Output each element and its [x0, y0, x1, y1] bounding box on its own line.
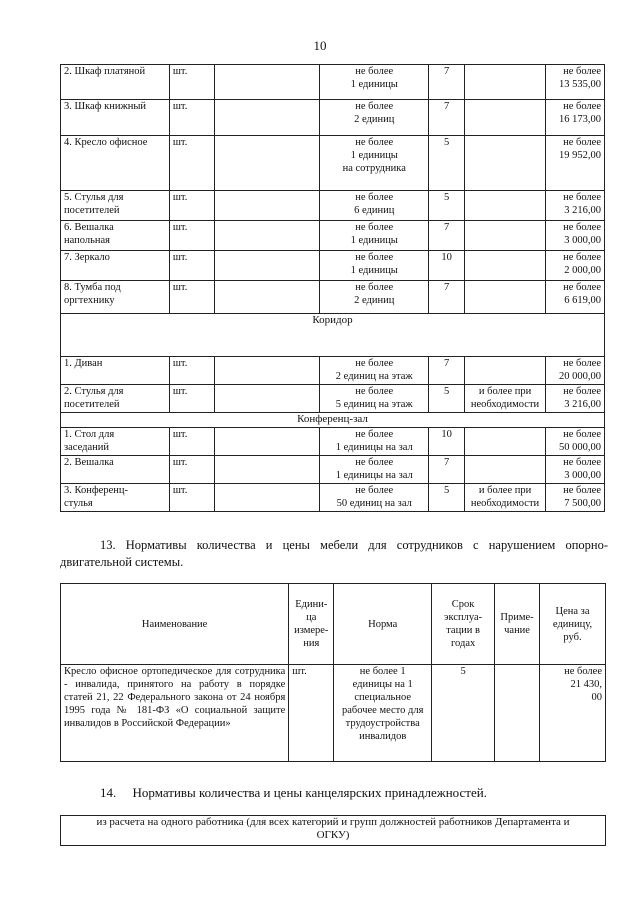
cell-empty [214, 428, 320, 456]
cell-empty [214, 484, 320, 512]
cell-years: 5 [429, 191, 465, 221]
header-years: Срок эксплуа- тации в годах [432, 584, 495, 665]
heading-13: 13. Нормативы количества и цены мебели для сотрудников с нарушением опорно-двигательной системы. [60, 538, 608, 569]
section-conference-hall: Конференц-зал [61, 413, 605, 428]
header-norm: Норма [334, 584, 432, 665]
cell-years: 5 [429, 136, 465, 191]
cell-price: не более 13 535,00 [546, 65, 605, 100]
table-row [61, 428, 605, 456]
header-note: Приме- чание [495, 584, 540, 665]
cell-unit: шт. [169, 251, 214, 281]
cell-name: 6. Вешалка напольная [61, 221, 170, 251]
cell-empty [214, 281, 320, 314]
page-number: 10 [313, 38, 327, 53]
cell-years: 7 [429, 357, 465, 385]
cell-name: 1. Стол для заседаний [61, 428, 170, 456]
cell-note: и более при необходимости [465, 484, 546, 512]
cell-note [465, 136, 546, 191]
cell-note [465, 191, 546, 221]
row-note [495, 665, 540, 762]
cell-unit: шт. [169, 357, 214, 385]
cell-empty [214, 456, 320, 484]
cell-empty [214, 65, 320, 100]
cell-price: не более 3 000,00 [546, 456, 605, 484]
cell-years: 10 [429, 251, 465, 281]
cell-note [465, 357, 546, 385]
cell-years: 7 [429, 100, 465, 136]
header-unit: Едини- ца измере- ния [289, 584, 334, 665]
cell-norm: не более 2 единиц [320, 100, 429, 136]
table-row [61, 251, 605, 281]
row-name: Кресло офисное ортопедическое для сотрудника - инвалида, принятого на работу в порядке статей 21, 22 Федерального закона от 24 ноября 1995 года № 181-ФЗ «О социальной защите инвалидов в Российской Федерации» [61, 665, 289, 762]
cell-note: и более при необходимости [465, 385, 546, 413]
table-row [61, 281, 605, 314]
cell-note [465, 456, 546, 484]
table-row [61, 484, 605, 512]
table-row [61, 100, 605, 136]
cell-price: не более 19 952,00 [546, 136, 605, 191]
cell-name: 8. Тумба под оргтехнику [61, 281, 170, 314]
cell-name: 5. Стулья для посетителей [61, 191, 170, 221]
header-price: Цена за единицу, руб. [540, 584, 606, 665]
cell-empty [214, 191, 320, 221]
cell-norm: не более 2 единиц на этаж [320, 357, 429, 385]
cell-empty [214, 221, 320, 251]
cell-years: 7 [429, 221, 465, 251]
cell-note [465, 221, 546, 251]
cell-note [465, 65, 546, 100]
cell-empty [214, 251, 320, 281]
cell-name: 3. Шкаф книжный [61, 100, 170, 136]
stationery-basis: из расчета на одного работника (для всех категорий и групп должностей работников Департамента и ОГКУ) [61, 816, 606, 846]
cell-unit: шт. [169, 221, 214, 251]
cell-price: не более 16 173,00 [546, 100, 605, 136]
table-row [61, 136, 605, 191]
cell-price: не более 3 000,00 [546, 221, 605, 251]
cell-norm: не более 2 единиц [320, 281, 429, 314]
cell-norm: не более 1 единицы на зал [320, 456, 429, 484]
cell-norm: не более 1 единицы на зал [320, 428, 429, 456]
cell-price: не более 2 000,00 [546, 251, 605, 281]
table-row [61, 456, 605, 484]
cell-name: 3. Конференц- стулья [61, 484, 170, 512]
table-row [61, 65, 605, 100]
cell-price: не более 20 000,00 [546, 357, 605, 385]
cell-years: 10 [429, 428, 465, 456]
table-row [61, 221, 605, 251]
cell-norm: не более 6 единиц [320, 191, 429, 221]
row-unit: шт. [289, 665, 334, 762]
cell-empty [214, 357, 320, 385]
cell-years: 5 [429, 385, 465, 413]
table-row [61, 357, 605, 385]
cell-years: 7 [429, 281, 465, 314]
cell-unit: шт. [169, 484, 214, 512]
cell-norm: не более 5 единиц на этаж [320, 385, 429, 413]
cell-unit: шт. [169, 65, 214, 100]
cell-norm: не более 50 единиц на зал [320, 484, 429, 512]
cell-note [465, 251, 546, 281]
cell-note [465, 100, 546, 136]
cell-name: 2. Стулья для посетителей [61, 385, 170, 413]
cell-unit: шт. [169, 136, 214, 191]
heading-14: 14. Нормативы количества и цены канцелярских принадлежностей. [100, 785, 487, 800]
row-price: не более 21 430, 00 [540, 665, 606, 762]
cell-unit: шт. [169, 428, 214, 456]
cell-unit: шт. [169, 281, 214, 314]
cell-years: 7 [429, 456, 465, 484]
cell-norm: не более 1 единицы [320, 221, 429, 251]
cell-name: 2. Вешалка [61, 456, 170, 484]
cell-empty [214, 136, 320, 191]
stationery-table [60, 815, 606, 846]
cell-unit: шт. [169, 191, 214, 221]
cell-name: 1. Диван [61, 357, 170, 385]
section-corridor: Коридор [61, 314, 605, 357]
cell-empty [214, 100, 320, 136]
cell-price: не более 3 216,00 [546, 191, 605, 221]
cell-price: не более 50 000,00 [546, 428, 605, 456]
cell-note [465, 428, 546, 456]
table-row [61, 191, 605, 221]
cell-name: 7. Зеркало [61, 251, 170, 281]
cell-empty [214, 385, 320, 413]
cell-unit: шт. [169, 456, 214, 484]
cell-price: не более 3 216,00 [546, 385, 605, 413]
header-name: Наименование [61, 584, 289, 665]
cell-price: не более 7 500,00 [546, 484, 605, 512]
cell-years: 7 [429, 65, 465, 100]
ortho-furniture-table [60, 583, 606, 762]
cell-years: 5 [429, 484, 465, 512]
row-years: 5 [432, 665, 495, 762]
cell-norm: не более 1 единицы [320, 251, 429, 281]
cell-unit: шт. [169, 385, 214, 413]
table-row [61, 385, 605, 413]
cell-name: 2. Шкаф платяной [61, 65, 170, 100]
cell-price: не более 6 619,00 [546, 281, 605, 314]
row-norm: не более 1 единицы на 1 специальное рабочее место для трудоустройства инвалидов [334, 665, 432, 762]
cell-norm: не более 1 единицы [320, 65, 429, 100]
cell-note [465, 281, 546, 314]
cell-unit: шт. [169, 100, 214, 136]
cell-norm: не более 1 единицы на сотрудника [320, 136, 429, 191]
cell-name: 4. Кресло офисное [61, 136, 170, 191]
furniture-norms-table [60, 64, 605, 512]
